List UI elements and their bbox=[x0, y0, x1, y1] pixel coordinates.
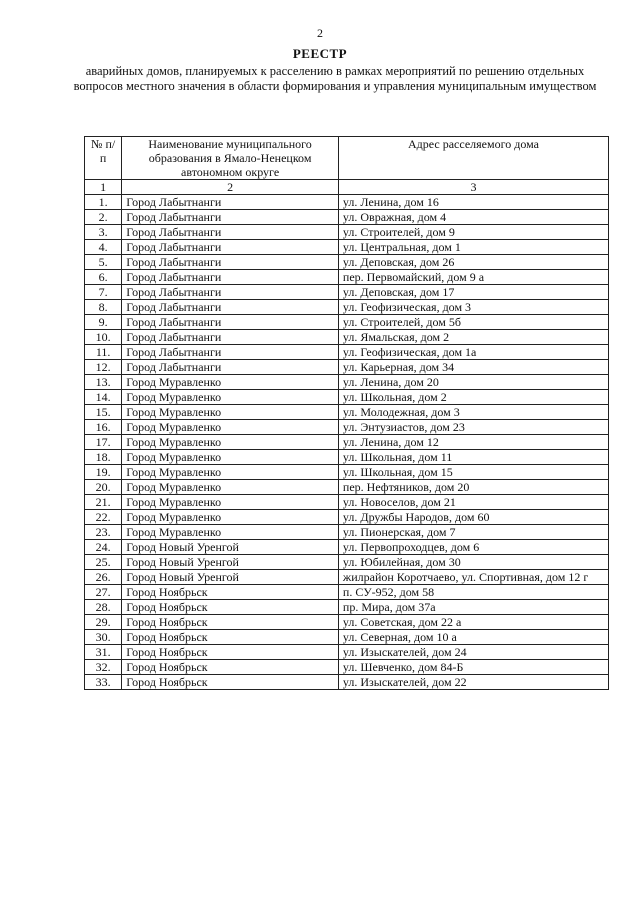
row-municipality: Город Лабытнанги bbox=[122, 240, 339, 255]
table-row bbox=[85, 390, 609, 405]
row-number: 1. bbox=[85, 195, 122, 210]
table-row bbox=[85, 330, 609, 345]
column-number: 3 bbox=[338, 180, 608, 195]
row-address: ул. Деповская, дом 26 bbox=[338, 255, 608, 270]
row-number: 31. bbox=[85, 645, 122, 660]
row-number: 28. bbox=[85, 600, 122, 615]
row-municipality: Город Муравленко bbox=[122, 450, 339, 465]
row-municipality: Город Ноябрьск bbox=[122, 630, 339, 645]
row-number: 16. bbox=[85, 420, 122, 435]
row-municipality: Город Ноябрьск bbox=[122, 660, 339, 675]
table-row bbox=[85, 435, 609, 450]
row-address: ул. Школьная, дом 15 bbox=[338, 465, 608, 480]
table-row bbox=[85, 465, 609, 480]
table-row bbox=[85, 255, 609, 270]
row-municipality: Город Муравленко bbox=[122, 525, 339, 540]
row-number: 29. bbox=[85, 615, 122, 630]
table-row bbox=[85, 675, 609, 690]
row-municipality: Город Муравленко bbox=[122, 420, 339, 435]
row-municipality: Город Ноябрьск bbox=[122, 675, 339, 690]
row-municipality: Город Ноябрьск bbox=[122, 615, 339, 630]
row-municipality: Город Лабытнанги bbox=[122, 330, 339, 345]
row-address: ул. Карьерная, дом 34 bbox=[338, 360, 608, 375]
table-row bbox=[85, 555, 609, 570]
table-body bbox=[85, 195, 609, 690]
header-num: № п/п bbox=[85, 137, 122, 180]
table-row bbox=[85, 285, 609, 300]
table-row bbox=[85, 375, 609, 390]
row-address: ул. Овражная, дом 4 bbox=[338, 210, 608, 225]
row-number: 24. bbox=[85, 540, 122, 555]
row-number: 19. bbox=[85, 465, 122, 480]
table-row bbox=[85, 270, 609, 285]
row-municipality: Город Муравленко bbox=[122, 375, 339, 390]
row-address: ул. Первопроходцев, дом 6 bbox=[338, 540, 608, 555]
row-number: 11. bbox=[85, 345, 122, 360]
row-number: 15. bbox=[85, 405, 122, 420]
row-municipality: Город Лабытнанги bbox=[122, 255, 339, 270]
row-address: ул. Геофизическая, дом 1а bbox=[338, 345, 608, 360]
row-number: 2. bbox=[85, 210, 122, 225]
registry-table bbox=[84, 136, 609, 690]
table-row bbox=[85, 615, 609, 630]
column-number-row bbox=[85, 180, 609, 195]
row-address: ул. Ленина, дом 16 bbox=[338, 195, 608, 210]
row-address: ул. Шевченко, дом 84-Б bbox=[338, 660, 608, 675]
row-municipality: Город Лабытнанги bbox=[122, 285, 339, 300]
table-row bbox=[85, 240, 609, 255]
row-number: 32. bbox=[85, 660, 122, 675]
row-address: ул. Ленина, дом 20 bbox=[338, 375, 608, 390]
row-number: 7. bbox=[85, 285, 122, 300]
row-municipality: Город Ноябрьск bbox=[122, 585, 339, 600]
table-row bbox=[85, 405, 609, 420]
row-address: ул. Деповская, дом 17 bbox=[338, 285, 608, 300]
row-address: ул. Пионерская, дом 7 bbox=[338, 525, 608, 540]
table-row bbox=[85, 225, 609, 240]
row-address: ул. Молодежная, дом 3 bbox=[338, 405, 608, 420]
table-row bbox=[85, 600, 609, 615]
table-row bbox=[85, 345, 609, 360]
table-row bbox=[85, 630, 609, 645]
column-number: 1 bbox=[85, 180, 122, 195]
table-row bbox=[85, 420, 609, 435]
row-number: 23. bbox=[85, 525, 122, 540]
row-municipality: Город Лабытнанги bbox=[122, 225, 339, 240]
page-number: 2 bbox=[317, 26, 323, 40]
table-row bbox=[85, 570, 609, 585]
row-municipality: Город Муравленко bbox=[122, 510, 339, 525]
table-row bbox=[85, 315, 609, 330]
row-address: ул. Школьная, дом 2 bbox=[338, 390, 608, 405]
table-row bbox=[85, 210, 609, 225]
row-municipality: Город Муравленко bbox=[122, 405, 339, 420]
row-municipality: Город Лабытнанги bbox=[122, 195, 339, 210]
row-address: ул. Советская, дом 22 а bbox=[338, 615, 608, 630]
table-row bbox=[85, 585, 609, 600]
row-address: ул. Ленина, дом 12 bbox=[338, 435, 608, 450]
row-address: ул. Северная, дом 10 а bbox=[338, 630, 608, 645]
row-address: п. СУ-952, дом 58 bbox=[338, 585, 608, 600]
table-row bbox=[85, 660, 609, 675]
row-address: ул. Изыскателей, дом 24 bbox=[338, 645, 608, 660]
row-address: ул. Ямальская, дом 2 bbox=[338, 330, 608, 345]
table-row bbox=[85, 525, 609, 540]
row-address: пер. Нефтяников, дом 20 bbox=[338, 480, 608, 495]
table-header-row bbox=[85, 137, 609, 180]
row-address: ул. Школьная, дом 11 bbox=[338, 450, 608, 465]
table-row bbox=[85, 195, 609, 210]
row-municipality: Город Муравленко bbox=[122, 390, 339, 405]
document-subtitle: аварийных домов, планируемых к расселению в рамках мероприятий по решению отдельных вопросов местного значения в области формирования и управления муниципальным имуществом bbox=[73, 64, 597, 93]
row-municipality: Город Муравленко bbox=[122, 435, 339, 450]
row-number: 22. bbox=[85, 510, 122, 525]
row-number: 3. bbox=[85, 225, 122, 240]
row-number: 20. bbox=[85, 480, 122, 495]
row-municipality: Город Новый Уренгой bbox=[122, 570, 339, 585]
row-number: 5. bbox=[85, 255, 122, 270]
row-number: 25. bbox=[85, 555, 122, 570]
row-address: ул. Энтузиастов, дом 23 bbox=[338, 420, 608, 435]
row-municipality: Город Ноябрьск bbox=[122, 645, 339, 660]
row-municipality: Город Лабытнанги bbox=[122, 360, 339, 375]
row-address: ул. Изыскателей, дом 22 bbox=[338, 675, 608, 690]
row-address: ул. Дружбы Народов, дом 60 bbox=[338, 510, 608, 525]
row-number: 13. bbox=[85, 375, 122, 390]
row-number: 6. bbox=[85, 270, 122, 285]
row-municipality: Город Лабытнанги bbox=[122, 210, 339, 225]
document-title: РЕЕСТР bbox=[292, 46, 348, 61]
table-row bbox=[85, 510, 609, 525]
row-municipality: Город Лабытнанги bbox=[122, 315, 339, 330]
table-row bbox=[85, 495, 609, 510]
row-number: 10. bbox=[85, 330, 122, 345]
row-number: 17. bbox=[85, 435, 122, 450]
table-row bbox=[85, 480, 609, 495]
table-row bbox=[85, 360, 609, 375]
header-municipality: Наименование муниципального образования в Ямало-Ненецком автономном округе bbox=[122, 137, 339, 180]
row-address: ул. Центральная, дом 1 bbox=[338, 240, 608, 255]
row-number: 4. bbox=[85, 240, 122, 255]
row-municipality: Город Новый Уренгой bbox=[122, 555, 339, 570]
row-municipality: Город Лабытнанги bbox=[122, 345, 339, 360]
row-number: 33. bbox=[85, 675, 122, 690]
row-address: ул. Геофизическая, дом 3 bbox=[338, 300, 608, 315]
row-municipality: Город Лабытнанги bbox=[122, 300, 339, 315]
row-number: 26. bbox=[85, 570, 122, 585]
row-number: 8. bbox=[85, 300, 122, 315]
row-address: пер. Первомайский, дом 9 а bbox=[338, 270, 608, 285]
row-number: 18. bbox=[85, 450, 122, 465]
column-number: 2 bbox=[122, 180, 339, 195]
row-address: ул. Юбилейная, дом 30 bbox=[338, 555, 608, 570]
row-number: 9. bbox=[85, 315, 122, 330]
row-municipality: Город Муравленко bbox=[122, 465, 339, 480]
row-municipality: Город Лабытнанги bbox=[122, 270, 339, 285]
row-municipality: Город Муравленко bbox=[122, 495, 339, 510]
row-number: 21. bbox=[85, 495, 122, 510]
row-number: 14. bbox=[85, 390, 122, 405]
row-address: ул. Новоселов, дом 21 bbox=[338, 495, 608, 510]
row-number: 30. bbox=[85, 630, 122, 645]
table-row bbox=[85, 540, 609, 555]
row-address: жилрайон Коротчаево, ул. Спортивная, дом 12 г bbox=[338, 570, 608, 585]
row-number: 12. bbox=[85, 360, 122, 375]
row-municipality: Город Новый Уренгой bbox=[122, 540, 339, 555]
table-row bbox=[85, 450, 609, 465]
row-address: ул. Строителей, дом 9 bbox=[338, 225, 608, 240]
row-address: ул. Строителей, дом 5б bbox=[338, 315, 608, 330]
row-address: пр. Мира, дом 37а bbox=[338, 600, 608, 615]
table-row bbox=[85, 645, 609, 660]
header-address: Адрес расселяемого дома bbox=[338, 137, 608, 180]
table-row bbox=[85, 300, 609, 315]
row-number: 27. bbox=[85, 585, 122, 600]
row-municipality: Город Ноябрьск bbox=[122, 600, 339, 615]
row-municipality: Город Муравленко bbox=[122, 480, 339, 495]
